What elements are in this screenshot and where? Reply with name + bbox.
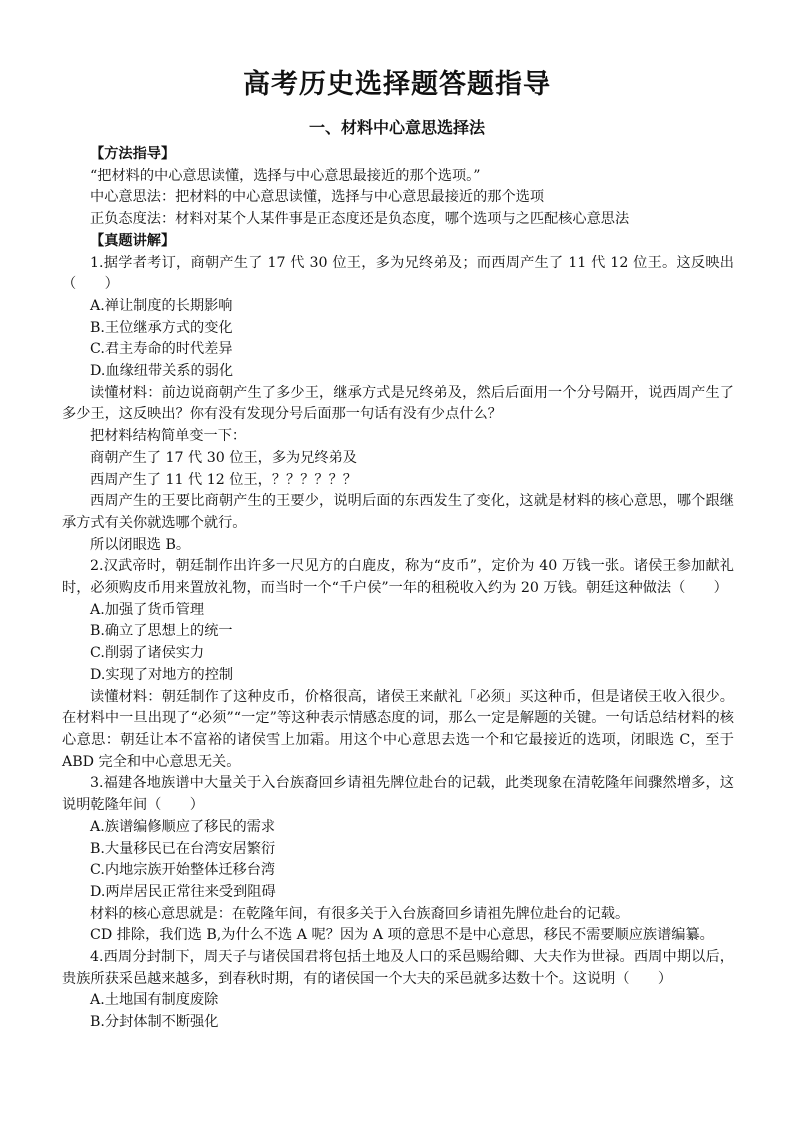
answer-option: B.分封体制不断强化 [90, 1014, 219, 1031]
paragraph: 材料的核心意思就是：在乾隆年间，有很多关于入台族裔回乡请祖先牌位赴台的记载。 [90, 905, 630, 922]
paragraph: 中心意思法：把材料的中心意思读懂，选择与中心意思最接近的那个选项 [90, 189, 545, 206]
answer-option: A.土地国有制度废除 [90, 992, 219, 1009]
paragraph: 读懂材料：前边说商朝产生了多少王，继承方式是兄终弟及，然后后面用一个分号隔开，说西周产生了多少王，这反映出？你有没有发现分号后面那一句话有没有少点什么？ [62, 384, 734, 423]
paragraph: 西周产生了 11 代 12 位王，？？？？？？ [90, 471, 357, 488]
document-body [62, 144, 734, 1034]
section-heading: 一、材料中心意思选择法 [308, 118, 485, 137]
paragraph: 【方法指导】 [90, 146, 176, 162]
answer-option: B.确立了思想上的统一 [90, 623, 233, 640]
answer-option: D.两岸居民正常往来受到阻碍 [90, 883, 276, 900]
page-title: 高考历史选择题答题指导 [243, 69, 551, 100]
paragraph: 2.汉武帝时，朝廷制作出许多一尺见方的白鹿皮，称为“皮币”，定价为 40 万钱一张。诸侯王参加献礼时，必须购皮币用来置放礼物，而当时一个“千户侯”一年的租税收入约为 20 万钱。朝廷这种做法（ ） [62, 558, 734, 597]
paragraph: 正负态度法：材料对某个人某件事是正态度还是负态度，哪个选项与之匹配核心意思法 [90, 211, 630, 228]
answer-option: D.实现了对地方的控制 [90, 666, 234, 683]
paragraph: 【真题讲解】 [90, 232, 176, 249]
answer-option: A.加强了货币管理 [90, 601, 205, 618]
answer-option: C.削弱了诸侯实力 [90, 645, 205, 662]
answer-option: B.王位继承方式的变化 [90, 319, 233, 336]
paragraph: 西周产生的王要比商朝产生的王要少，说明后面的东西发生了变化，这就是材料的核心意思，哪个跟继承方式有关你就选哪个就行。 [62, 493, 734, 531]
paragraph: 4.西周分封制下，周天子与诸侯国君将包括土地及人口的采邑赐给卿、大夫作为世禄。西周中期以后，贵族所获采邑越来越多，到春秋时期，有的诸侯国一个大夫的采邑就多达数十个。这说明（ ） [62, 949, 734, 987]
answer-option: C.君主寿命的时代差异 [90, 341, 233, 358]
paragraph: 把材料结构简单变一下： [90, 428, 247, 445]
paragraph: “把材料的中心意思读懂，选择与中心意思最接近的那个选项。” [90, 167, 481, 184]
answer-option: A.族谱编修顺应了移民的需求 [90, 818, 276, 835]
paragraph: 1.据学者考订，商朝产生了 17 代 30 位王，多为兄终弟及；而西周产生了 11 代 12 位王。这反映出（ ） [62, 254, 734, 293]
answer-option: C.内地宗族开始整体迁移台湾 [90, 862, 276, 879]
answer-option: A.禅让制度的长期影响 [90, 297, 233, 314]
answer-option: D.血缘纽带关系的弱化 [90, 363, 234, 380]
paragraph: 所以闭眼选 B。 [90, 536, 191, 553]
paragraph: 商朝产生了 17 代 30 位王，多为兄终弟及 [90, 449, 357, 466]
answer-option: B.大量移民已在台湾安居繁衍 [90, 840, 276, 857]
paragraph: 3.福建各地族谱中大量关于入台族裔回乡请祖先牌位赴台的记载，此类现象在清乾隆年间骤然增多，这说明乾隆年间（ ） [62, 775, 734, 814]
paragraph: 读懂材料：朝廷制作了这种皮币，价格很高，诸侯王来献礼「必须」买这种币，但是诸侯王收入很少。在材料中一旦出现了“必须”“一定”等这种表示情感态度的词，那么一定是解题的关键。一句话总结材料的核心意思：朝廷让本不富裕的诸侯雪上加霜。用这个中心意思去选一个和它最接近的选项，闭眼选 C，至于 ABD 完全和中心意思无关。 [62, 688, 734, 770]
paragraph: CD 排除，我们选 B,为什么不选 A 呢？因为 A 项的意思不是中心意思，移民不需要顺应族谱编纂。 [90, 927, 714, 944]
